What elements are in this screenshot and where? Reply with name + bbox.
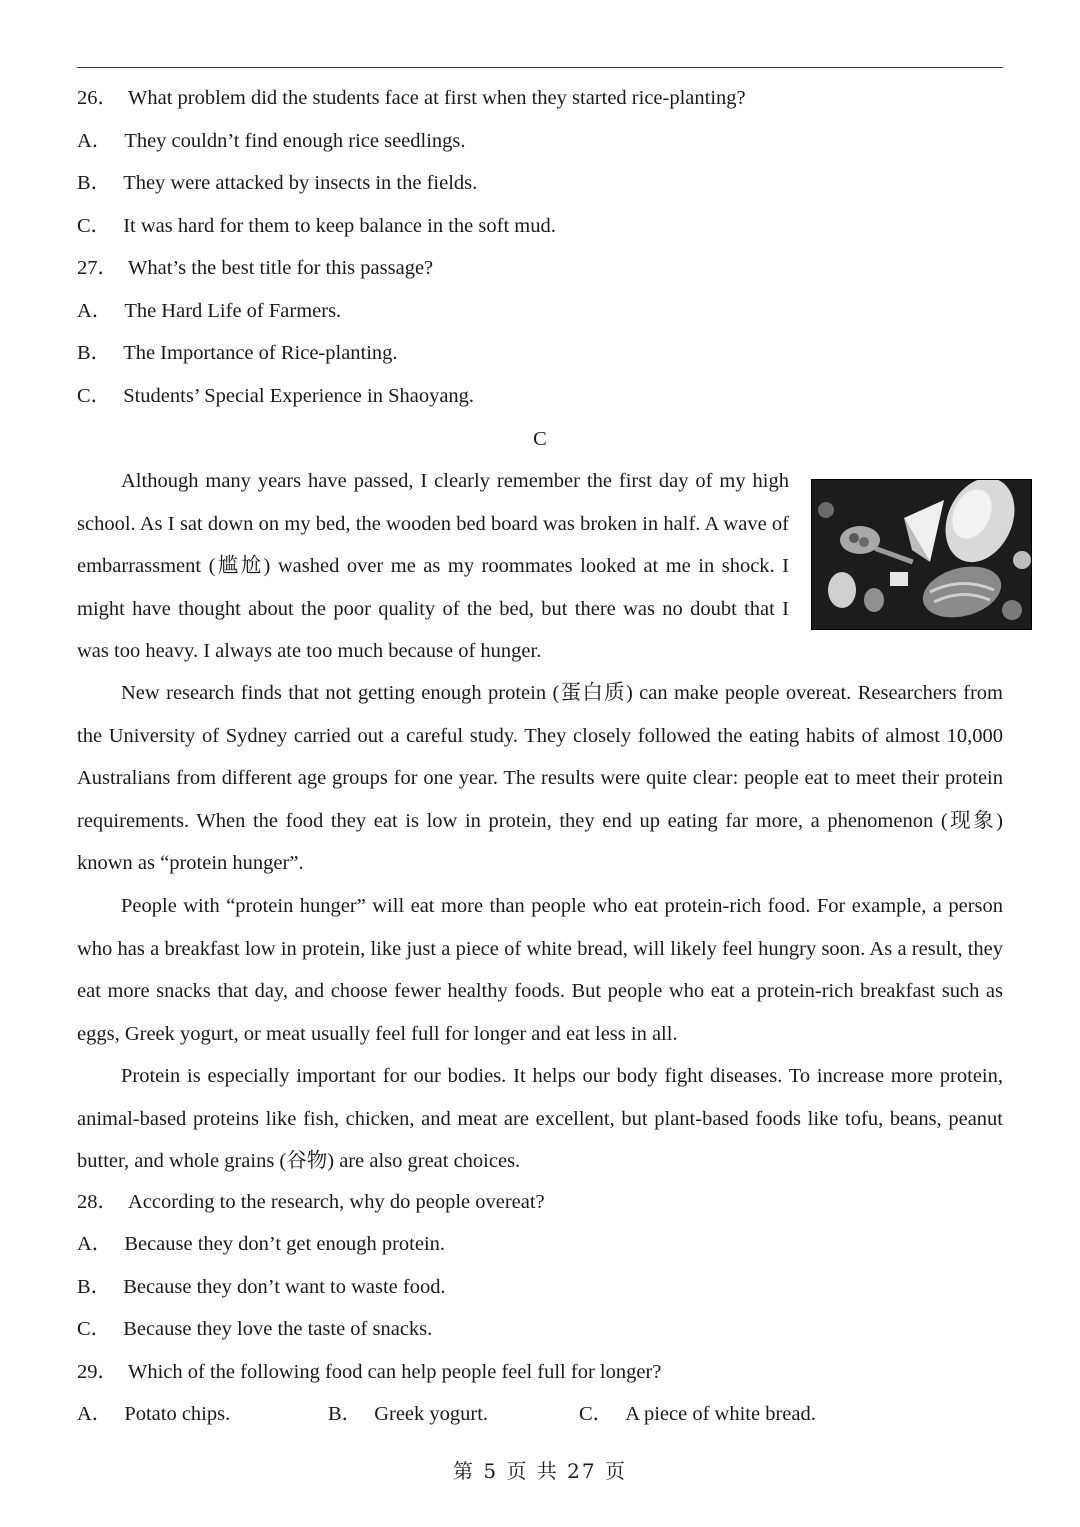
option-text: They couldn’t find enough rice seedlings.	[124, 130, 466, 152]
question-text: According to the research, why do people overeat?	[128, 1191, 545, 1213]
option-letter: A．	[77, 1233, 113, 1255]
q29-option-c	[579, 1393, 816, 1435]
q26-option-a	[77, 120, 466, 162]
option-letter: C．	[579, 1403, 614, 1425]
option-letter: B．	[77, 1276, 112, 1298]
question-28	[77, 1181, 545, 1223]
option-text: Greek yogurt.	[374, 1403, 489, 1425]
option-letter: C．	[77, 385, 112, 407]
q27-option-b	[77, 332, 398, 374]
option-letter: B．	[328, 1403, 363, 1425]
option-letter: B．	[77, 172, 112, 194]
question-text: Which of the following food can help people feel full for longer?	[128, 1361, 662, 1383]
q28-option-a	[77, 1223, 445, 1265]
option-letter: A．	[77, 1403, 113, 1425]
option-text: It was hard for them to keep balance in the soft mud.	[123, 215, 556, 237]
q28-option-b	[77, 1266, 446, 1308]
option-text: Potato chips.	[124, 1403, 231, 1425]
option-letter: C．	[77, 215, 112, 237]
question-29	[77, 1351, 661, 1393]
food-photo	[811, 479, 1032, 630]
option-text: Because they don’t want to waste food.	[123, 1276, 446, 1298]
q29-options	[77, 1393, 1003, 1435]
section-heading: C	[533, 428, 547, 450]
option-text: The Hard Life of Farmers.	[124, 300, 342, 322]
passage-paragraph-1: Although many years have passed, I clearly remember the first day of my high school. As I sat down on my bed, the wooden bed board was broken in half. A wave of embarrassment (尴尬) washed over me as my roommates looked at me in shock. I might have thought about the poor quality of the bed, but there was no doubt that I was too heavy. I always ate too much because of hunger.	[77, 470, 789, 662]
q29-option-b	[328, 1393, 488, 1435]
question-number: 28．	[77, 1191, 118, 1213]
option-text: A piece of white bread.	[625, 1403, 816, 1425]
top-rule	[77, 67, 1003, 68]
option-text: They were attacked by insects in the fields.	[123, 172, 478, 194]
option-letter: B．	[77, 342, 112, 364]
protein-foods-image	[812, 480, 1031, 629]
question-number: 27．	[77, 257, 118, 279]
passage-paragraph-2: New research finds that not getting enough protein (蛋白质) can make people overeat. Researchers from the University of Sydney carried out a careful study. They closely followed the eating habits of almost 10,000 Australians from different age groups for one year. The results were quite clear: people eat to meet their protein requirements. When the food they eat is low in protein, they end up eating far more, a phenomenon (现象) known as “protein hunger”.	[77, 682, 1003, 874]
option-text: Students’ Special Experience in Shaoyang.	[123, 385, 475, 407]
q27-option-a	[77, 290, 341, 332]
question-number: 26．	[77, 87, 118, 109]
option-text: The Importance of Rice-planting.	[123, 342, 398, 364]
option-letter: A．	[77, 300, 113, 322]
question-text: What’s the best title for this passage?	[128, 257, 434, 279]
page-footer: 第 5 页 共 27 页	[453, 1459, 627, 1483]
q28-option-c	[77, 1308, 432, 1350]
option-text: Because they love the taste of snacks.	[123, 1318, 433, 1340]
q27-option-c	[77, 375, 474, 417]
q26-option-b	[77, 162, 477, 204]
question-number: 29．	[77, 1361, 118, 1383]
passage-paragraph-4: Protein is especially important for our bodies. It helps our body fight diseases. To increase more protein, animal-based proteins like fish, chicken, and meat are excellent, but plant-based foods like tofu, beans, peanut butter, and whole grains (谷物) are also great choices.	[77, 1065, 1003, 1172]
option-letter: C．	[77, 1318, 112, 1340]
q29-option-a	[77, 1393, 230, 1435]
question-26	[77, 77, 746, 119]
question-text: What problem did the students face at first when they started rice-planting?	[128, 87, 746, 109]
q26-option-c	[77, 205, 556, 247]
option-letter: A．	[77, 130, 113, 152]
question-27	[77, 247, 433, 289]
option-text: Because they don’t get enough protein.	[124, 1233, 446, 1255]
passage-paragraph-3: People with “protein hunger” will eat more than people who eat protein-rich food. For example, a person who has a breakfast low in protein, like just a piece of white bread, will likely feel hungry soon. As a result, they eat more snacks that day, and choose fewer healthy foods. But people who eat a protein-rich breakfast such as eggs, Greek yogurt, or meat usually feel full for longer and eat less in all.	[77, 895, 1003, 1045]
